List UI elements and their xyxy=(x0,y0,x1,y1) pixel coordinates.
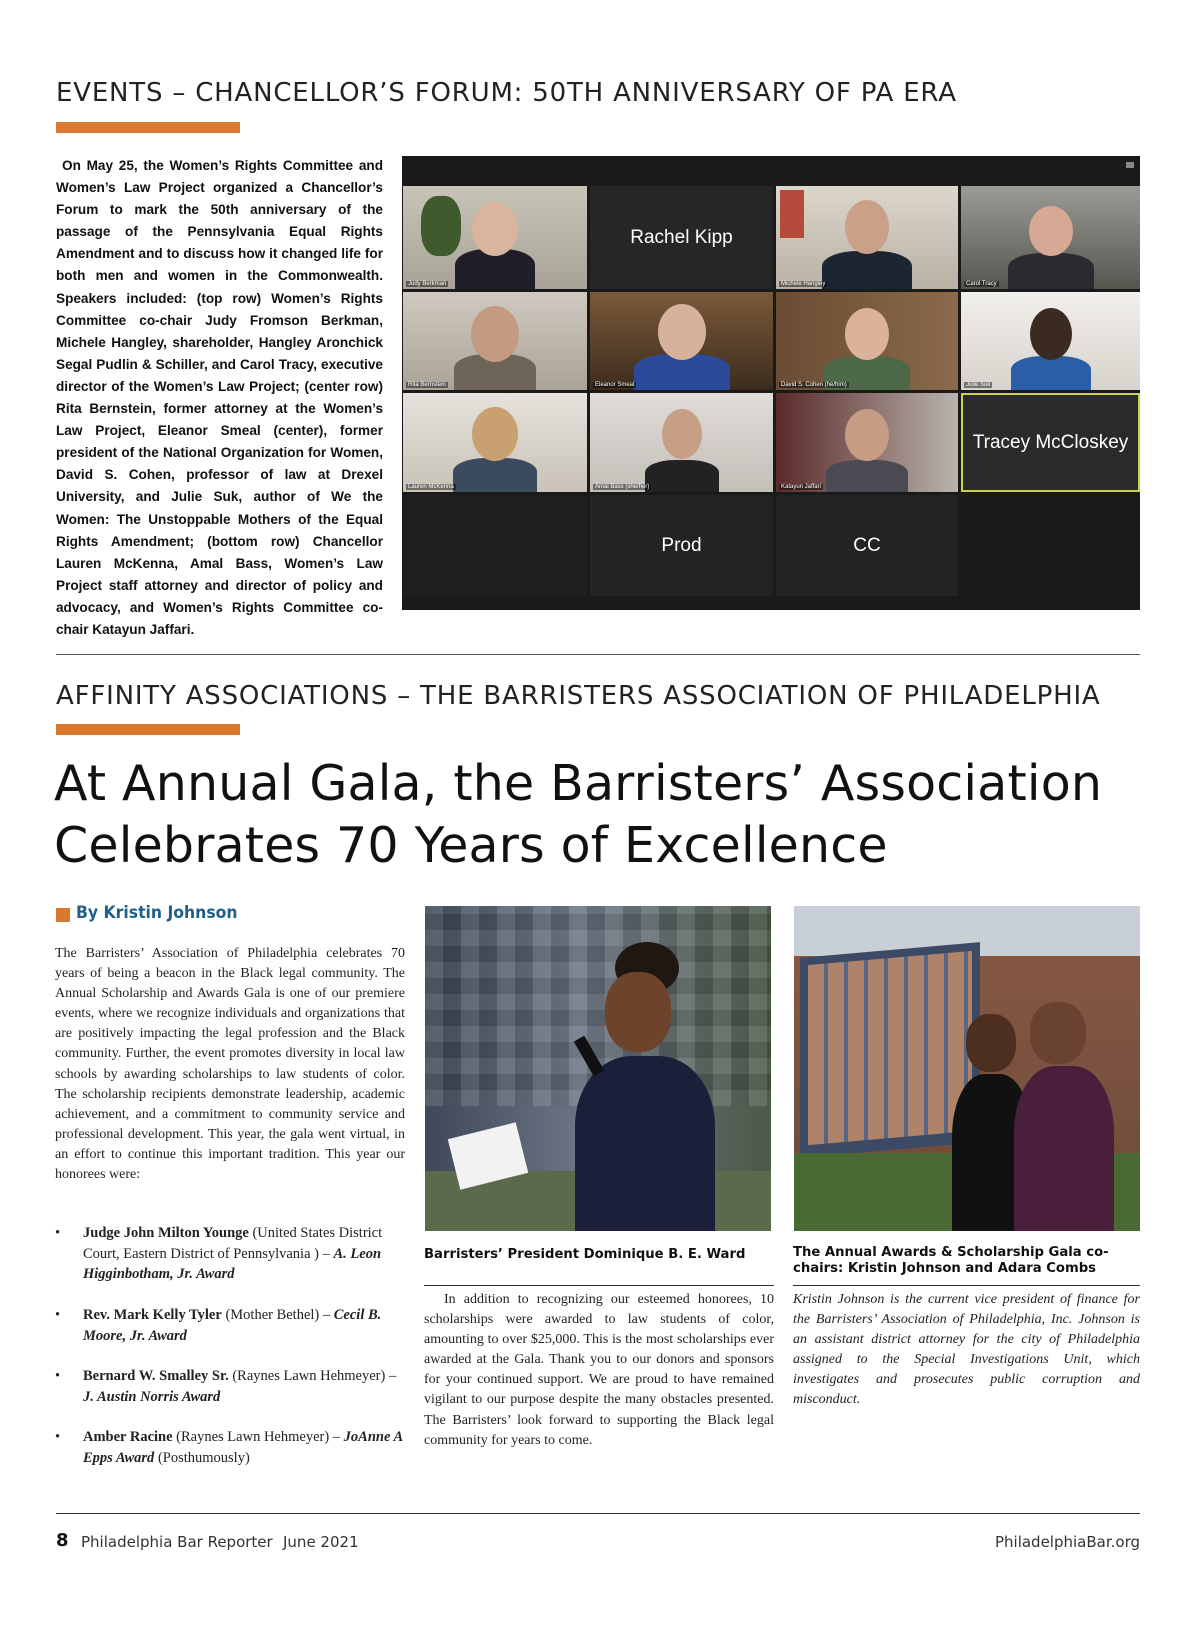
zoom-gallery-photo xyxy=(402,156,1140,610)
zoom-tile-rita-bernstein xyxy=(403,292,587,390)
honoree-org: (Raynes Lawn Hehmeyer) – xyxy=(228,1368,397,1384)
zoom-tile-prod xyxy=(590,495,773,596)
caption-president: Barristers’ President Dominique B. E. Ward xyxy=(424,1247,746,1262)
zoom-tile-tracey-mccloskey xyxy=(961,393,1140,492)
caption-rule xyxy=(793,1285,1140,1286)
page-number: 8 xyxy=(56,1530,69,1551)
section-divider xyxy=(56,654,1140,655)
section-title-affinity: AFFINITY ASSOCIATIONS – THE BARRISTERS ASSOCIATION OF PHILADELPHIA xyxy=(56,681,1101,711)
zoom-tile-michele-hangley xyxy=(776,186,958,289)
bullet-icon: • xyxy=(55,1368,61,1384)
poster-shape xyxy=(780,190,804,238)
honoree-entry xyxy=(83,1223,405,1285)
zoom-tile-label: Michele Hangley xyxy=(781,281,826,287)
person-dress xyxy=(1014,1066,1114,1231)
person-head xyxy=(845,308,889,360)
person-shape xyxy=(822,251,912,289)
zoom-tile-amal-bass xyxy=(590,393,773,492)
publication-name: Philadelphia Bar Reporter xyxy=(81,1533,273,1551)
person-shape xyxy=(826,460,908,492)
zoom-tile-label: Amal Bass (she/her) xyxy=(595,484,650,490)
byline-square-icon xyxy=(56,908,70,922)
person-shape xyxy=(645,460,719,492)
section-accent-bar xyxy=(56,724,240,735)
honoree-name: Rev. Mark Kelly Tyler xyxy=(83,1307,222,1323)
honoree-award: J. Austin Norris Award xyxy=(83,1388,221,1405)
website-link[interactable]: PhiladelphiaBar.org xyxy=(994,1533,1140,1551)
person-head xyxy=(966,1014,1016,1072)
zoom-tile-label: Katayun Jaffari xyxy=(781,484,821,490)
zoom-tile-cc xyxy=(776,495,958,596)
honoree-org: (United States District Court, Eastern District of Pennsylvania ) – xyxy=(83,1225,383,1262)
zoom-tile-label: Lauren McKenna xyxy=(408,484,454,490)
zoom-tile-rachel-kipp xyxy=(590,186,773,289)
zoom-tile-label: Judy Berkman xyxy=(408,281,447,287)
bullet-icon: • xyxy=(55,1307,61,1323)
honoree-award: A. Leon Higginbotham, Jr. Award xyxy=(83,1245,382,1282)
zoom-tile-label: Julie Suk xyxy=(966,382,991,388)
author-bio: Kristin Johnson is the current vice president of finance for the Barristers’ Association of Philadelphia, Inc. Johnson is an assistant district attorney for the city of Philadelphia assigned to the Special Investigations Unit, which investigates and prosecutes public corruption and misconduct. xyxy=(793,1292,1140,1408)
person-head xyxy=(845,200,889,254)
zoom-tile-judy-berkman xyxy=(403,186,587,289)
video-grid xyxy=(808,951,972,1145)
honoree-entry xyxy=(83,1366,405,1407)
honoree-name: Amber Racine xyxy=(83,1429,173,1445)
zoom-tile-label: David S. Cohen (he/him) xyxy=(781,382,847,388)
person-shape xyxy=(453,458,537,492)
person-head xyxy=(662,409,702,459)
person-dress xyxy=(575,1056,715,1231)
person-head xyxy=(845,409,889,461)
person-head xyxy=(1029,206,1073,256)
honoree-name: Bernard W. Smalley Sr. xyxy=(83,1368,229,1384)
zoom-tile-empty xyxy=(403,495,587,596)
person-head xyxy=(471,306,519,362)
person-shape xyxy=(1011,356,1091,390)
plant-shape xyxy=(421,196,461,256)
zoom-tile-label: Carol Tracy xyxy=(966,281,997,287)
zoom-tile-name: Prod xyxy=(661,534,702,556)
honoree-org: (Mother Bethel) – xyxy=(221,1307,334,1323)
footer-rule xyxy=(56,1513,1140,1514)
honoree-award: Cecil B. Moore, Jr. Award xyxy=(83,1307,382,1344)
zoom-tile-lauren-mckenna xyxy=(403,393,587,492)
byline: By Kristin Johnson xyxy=(76,903,238,923)
bullet-icon: • xyxy=(55,1429,61,1445)
honoree-org: (Raynes Lawn Hehmeyer) – xyxy=(172,1429,344,1445)
honoree-extra: (Posthumously) xyxy=(154,1449,250,1466)
honoree-name: Judge John Milton Younge xyxy=(83,1225,249,1241)
zoom-tile-katayun-jaffari xyxy=(776,393,958,492)
zoom-tile-carol-tracy xyxy=(961,186,1140,289)
person-hair xyxy=(1030,308,1072,360)
person-head xyxy=(472,202,518,256)
zoom-tile-label: Rita Bernstein xyxy=(408,382,446,388)
zoom-tile-name: Rachel Kipp xyxy=(630,226,733,248)
zoom-tile-julie-suk xyxy=(961,292,1140,390)
person-head xyxy=(472,407,518,461)
photo-gala-cochairs xyxy=(794,906,1140,1231)
person-head xyxy=(1030,1002,1086,1064)
bullet-icon: • xyxy=(55,1225,61,1241)
zoom-tile-david-cohen xyxy=(776,292,958,390)
grid-view-icon xyxy=(1126,162,1134,168)
section-accent-bar xyxy=(56,122,240,133)
zoom-tile-name: CC xyxy=(853,534,881,556)
honoree-entry xyxy=(83,1427,405,1468)
zoom-tile-eleanor-smeal xyxy=(590,292,773,390)
article-intro: The Barristers’ Association of Philadelphia celebrates 70 years of being a beacon in the Black legal community. The Annual Scholarship and Awards Gala is one of our premiere events, where we recognize individuals and organizations that are positively impacting the legal profession and the Black community. Further, the event promotes diversity in local law schools by awarding scholarships to law students of color. The scholarship recipients demonstrate leadership, academic achievement, and a commitment to community service and professional development. This year, the gala went virtual, in an effort to continue this important tradition. This year our honorees were: xyxy=(55,946,405,1183)
headline-line-1: At Annual Gala, the Barristers’ Association xyxy=(54,755,1103,812)
article-headline xyxy=(54,753,1144,877)
photo-barristers-president xyxy=(425,906,771,1231)
headline-line-2: Celebrates 70 Years of Excellence xyxy=(54,817,888,874)
caption-cochairs: The Annual Awards & Scholarship Gala co-chairs: Kristin Johnson and Adara Combs xyxy=(793,1245,1109,1276)
honoree-award: JoAnne A Epps Award xyxy=(83,1429,403,1466)
honoree-entry xyxy=(83,1305,405,1346)
section-title-events: EVENTS – CHANCELLOR’S FORUM: 50TH ANNIVERSARY OF PA ERA xyxy=(56,78,957,108)
zoom-tile-name: Tracey McCloskey xyxy=(972,431,1129,453)
caption-rule xyxy=(424,1285,774,1286)
article-continued-text: In addition to recognizing our esteemed honorees, 10 scholarships were awarded to law students of color, amounting to over $25,000. This is the most scholarships ever awarded at the Gala. Thank you to our donors and sponsors for your continued support. We are proud to have remained vigilant to our purpose despite the many obstacles presented. The Barristers’ look forward to supporting the Black legal community for years to come. xyxy=(424,1292,774,1448)
issue-date: June 2021 xyxy=(283,1533,359,1551)
zoom-tile-label: Eleanor Smeal xyxy=(595,382,635,388)
forum-body-text: On May 25, the Women’s Rights Committee and Women’s Law Project organized a Chancellor’s Forum to mark the 50th anniversary of the passage of the Pennsylvania Equal Rights Amendment and to discuss how it changed life for both men and women in the Commonwealth. Speakers included: (top row) Women’s Rights Committee co-chair Judy Fromson Berkman, Michele Hangley, shareholder, Hangley Aronchick Segal Pudlin & Schiller, and Carol Tracy, executive director of the Women’s Law Project; (center row) Rita Bernstein, former attorney at the Women’s Law Project, Eleanor Smeal (center), former president of the National Organization for Women, David S. Cohen, professor of law at Drexel University, and Julie Suk, author of We the Women: The Unstoppable Mothers of the Equal Rights Amendment; (bottom row) Chancellor Lauren McKenna, Amal Bass, Women’s Law Project staff attorney and director of policy and advocacy, and Women’s Rights Committee co-chair Katayun Jaffari. xyxy=(56,158,383,637)
person-shape xyxy=(1008,253,1094,289)
person-head xyxy=(658,304,706,360)
person-head xyxy=(605,972,671,1052)
